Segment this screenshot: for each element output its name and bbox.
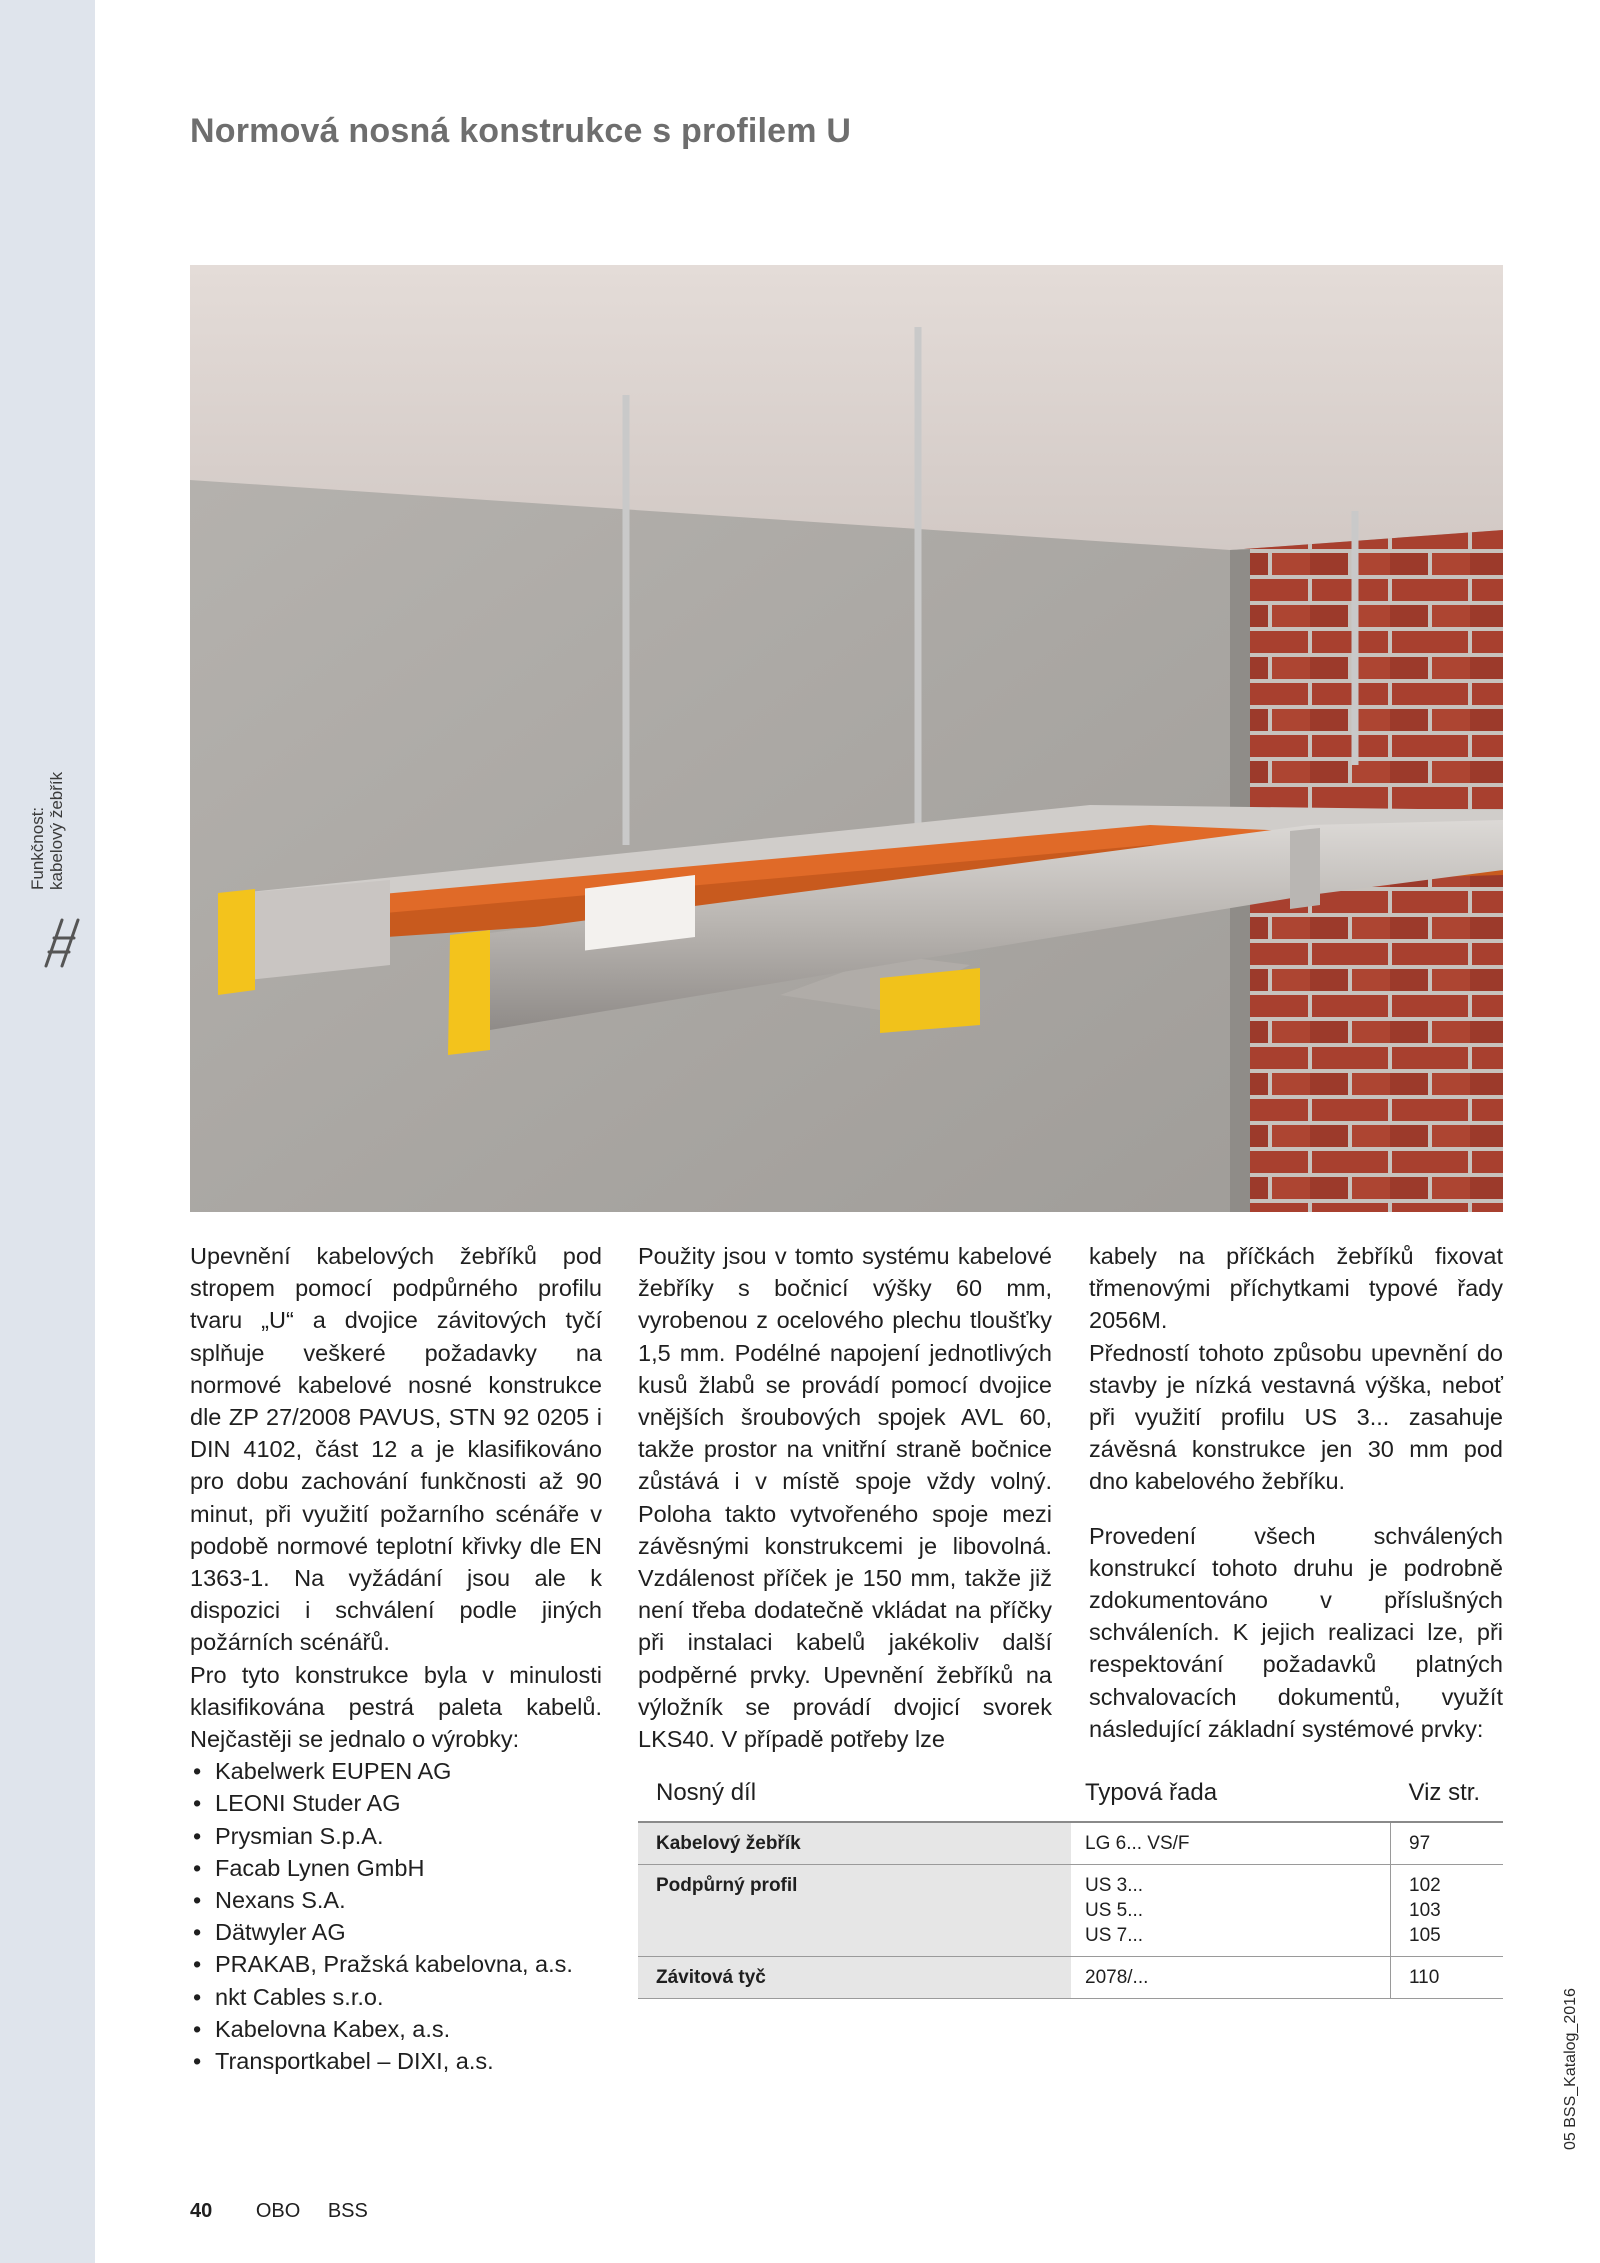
list-item: • LEONI Studer AG bbox=[190, 1787, 602, 1819]
list-item: • PRAKAB, Pražská kabelovna, a.s. bbox=[190, 1948, 602, 1980]
page-value: 105 bbox=[1409, 1925, 1441, 1946]
table-row bbox=[638, 1865, 1503, 1957]
cable-makers-list bbox=[190, 1755, 602, 2077]
series-value: US 5... bbox=[1085, 1900, 1144, 1921]
cable-ladder-icon bbox=[40, 912, 84, 972]
list-item: • Nexans S.A. bbox=[190, 1884, 602, 1916]
intro-paragraph: Upevnění kabelových žebříků pod stropem pomocí podpůrného profilu tvaru „U“ a dvojice závitových tyčí splňuje veškeré požadavky na normové kabelové nosné konstrukce dle ZP 27/2008 PAVUS, STN 92 0205 i DIN 4102, část 12 a je klasifikováno pro dobu zachování funkčnosti až 90 minut, při využití požarního scénáře v podobě normové teplotní křivky dle EN 1363-1. Na vyžádání jsou ale k dispozici i schválení podle jiných požárních scénářů. bbox=[190, 1243, 602, 1656]
list-item: • Prysmian S.p.A. bbox=[190, 1820, 602, 1852]
side-strip bbox=[0, 0, 95, 2263]
page-cell bbox=[1391, 1822, 1504, 1865]
series-value: LG 6... VS/F bbox=[1085, 1833, 1190, 1854]
page-title: Normová nosná konstrukce s profilem U bbox=[190, 112, 852, 150]
page-cell bbox=[1391, 1865, 1504, 1957]
page-value: 102 bbox=[1409, 1875, 1441, 1896]
cables-paragraph: Pro tyto konstrukce byla v minulosti klasifikována pestrá paleta kabelů. Nejčastěji se jednalo o výrobky: bbox=[190, 1661, 602, 1753]
text-column-1 bbox=[190, 1240, 602, 2077]
series-value: US 7... bbox=[1085, 1925, 1144, 1946]
page-value: 97 bbox=[1409, 1833, 1431, 1854]
list-item: • Kabelwerk EUPEN AG bbox=[190, 1755, 602, 1787]
series-cell bbox=[1071, 1865, 1391, 1957]
text-column-3 bbox=[1089, 1240, 1503, 1745]
list-item: • Dätwyler AG bbox=[190, 1916, 602, 1948]
list-item: • nkt Cables s.r.o. bbox=[190, 1981, 602, 2013]
table-header-row bbox=[638, 1775, 1503, 1822]
list-item: • Transportkabel – DIXI, a.s. bbox=[190, 2045, 602, 2077]
system-paragraph: Použity jsou v tomto systému kabelové žebříky s bočnicí výšky 60 mm, vyrobenou z ocelového plechu tloušťky 1,5 mm. Podélné napojení jednotlivých kusů žlabů se provádí pomocí dvojice vnějších šroubových spojek AVL 60, takže prostor na vnitřní straně bočnice zůstává i v místě spoje vždy volný. Poloha takto vytvořeného spoje mezi závěsnými konstrukcemi je libovolná. Vzdálenost příček je 150 mm, takže již není třeba dodatečně vkládat na příčky při instalaci kabelů jakékoliv další podpěrné prvky. Upevnění žebříků na výložník se provádí dvojicí svorek LKS40. V případě potřeby lze bbox=[638, 1243, 1052, 1753]
approval-paragraph: Provedení všech schválených konstrukcí tohoto druhu je podrobně zdokumentováno v příslušných schváleních. K jejich realizaci lze, při respektování požadavků platných schvalovacích dokumentů, využít následující základní systémové prvky: bbox=[1089, 1522, 1503, 1742]
fixing-paragraph: kabely na příčkách žebříků fixovat třmenovými příchytkami typové řady 2056M. bbox=[1089, 1243, 1503, 1334]
column-header: Viz str. bbox=[1391, 1775, 1504, 1822]
list-item: • Facab Lynen GmbH bbox=[190, 1852, 602, 1884]
text-column-2 bbox=[638, 1240, 1052, 1755]
page-footer bbox=[190, 2200, 390, 2223]
series-value: 2078/... bbox=[1085, 1967, 1149, 1988]
section-label-line1: Funkčnost: bbox=[28, 806, 47, 890]
table-row bbox=[638, 1957, 1503, 1999]
page-value: 103 bbox=[1409, 1900, 1441, 1921]
page-value: 110 bbox=[1409, 1967, 1440, 1988]
part-cell: Podpůrný profil bbox=[638, 1865, 1071, 1957]
page-cell bbox=[1391, 1957, 1504, 1999]
list-item: • Kabelovna Kabex, a.s. bbox=[190, 2013, 602, 2045]
components-table bbox=[638, 1775, 1503, 1999]
paragraph-gap bbox=[1089, 1498, 1503, 1520]
column-header: Typová řada bbox=[1071, 1775, 1391, 1822]
section-name: BSS bbox=[327, 2200, 368, 2222]
series-value: US 3... bbox=[1085, 1875, 1144, 1896]
column-header: Nosný díl bbox=[638, 1775, 1071, 1822]
advantage-paragraph: Předností tohoto způsobu upevnění do stavby je nízká vestavná výška, neboť při využití profilu US 3... zasahuje závěsná konstrukce jen 30 mm pod dno kabelového žebříku. bbox=[1089, 1339, 1503, 1495]
page-number: 40 bbox=[190, 2200, 213, 2222]
product-photo bbox=[190, 265, 1503, 1212]
section-label-line2: kabelový žebřík bbox=[47, 771, 66, 890]
brand-name: OBO bbox=[255, 2200, 301, 2222]
catalog-code: 05 BSS_Katalog_2016 bbox=[1562, 1988, 1579, 2150]
part-cell: Kabelový žebřík bbox=[638, 1822, 1071, 1865]
series-cell bbox=[1071, 1957, 1391, 1999]
section-label bbox=[28, 730, 76, 890]
table-row bbox=[638, 1822, 1503, 1865]
part-cell: Závitová tyč bbox=[638, 1957, 1071, 1999]
series-cell bbox=[1071, 1822, 1391, 1865]
